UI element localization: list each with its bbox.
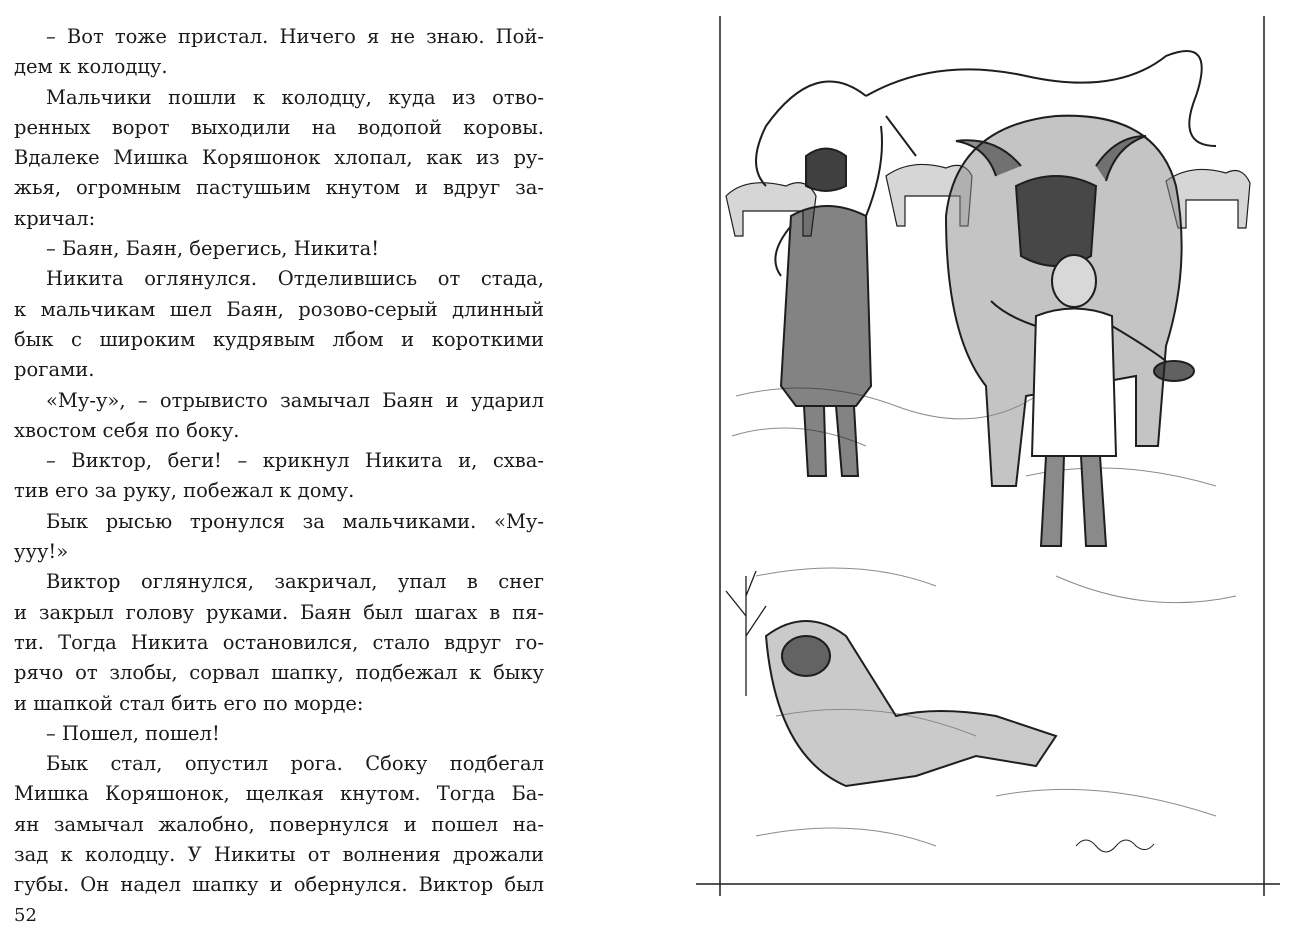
text-line: жья, огромным пастушьим кнутом и вдруг за- <box>14 176 544 200</box>
illustration <box>696 16 1280 919</box>
text-line: – Виктор, беги! – крикнул Никита и, схва- <box>46 449 544 473</box>
text-line: Мальчики пошли к колодцу, куда из отво- <box>46 85 544 109</box>
text-line: и шапкой стал бить его по морде: <box>14 691 364 715</box>
bare-bush <box>726 571 766 696</box>
text-line: «Му-у», – отрывисто замычал Баян и ударил <box>46 388 544 412</box>
text-line: Вдалеке Мишка Коряшонок хлопал, как из ру- <box>14 146 544 170</box>
text-line: бык с широким кудрявым лбом и короткими <box>14 327 544 351</box>
page-number: 52 <box>14 905 37 926</box>
text-line: ренных ворот выходили на водопой коровы. <box>14 115 544 139</box>
text-line: ян замычал жалобно, повернулся и пошел на- <box>14 812 544 836</box>
text-line: рогами. <box>14 358 95 382</box>
text-line: хвостом себя по боку. <box>14 418 240 442</box>
text-line: к мальчикам шел Баян, розово-серый длинный <box>14 297 544 321</box>
text-line: и закрыл голову руками. Баян был шагах в пя- <box>14 600 544 624</box>
text-line: Виктор оглянулся, закричал, упал в снег <box>46 570 544 594</box>
boy-with-whip <box>775 126 882 476</box>
text-line: рячо от злобы, сорвал шапку, подбежал к быку <box>14 661 544 685</box>
text-line: губы. Он надел шапку и обернулся. Виктор был <box>14 873 544 897</box>
text-line: тив его за руку, побежал к дому. <box>14 479 355 503</box>
text-line: ууу!» <box>14 540 69 564</box>
text-line: ти. Тогда Никита остановился, стало вдруг го- <box>14 630 544 654</box>
text-line: – Вот тоже пристал. Ничего я не знаю. Пой- <box>46 25 544 48</box>
text-column <box>14 22 544 901</box>
text-line: Никита оглянулся. Отделившись от стада, <box>46 267 544 291</box>
fallen-boy <box>766 621 1056 786</box>
text-line: зад к колодцу. У Никиты от волнения дрожали <box>14 843 544 867</box>
text-line: Мишка Коряшонок, щелкая кнутом. Тогда Ба- <box>14 782 544 806</box>
text-line: – Пошел, пошел! <box>46 721 220 745</box>
text-line: – Баян, Баян, берегись, Никита! <box>46 237 380 261</box>
text-line: Бык рысью тронулся за мальчиками. «Му- <box>46 509 544 533</box>
text-line: дем к колодцу. <box>14 55 168 79</box>
text-line: кричал: <box>14 206 96 230</box>
text-line: Бык стал, опустил рога. Сбоку подбегал <box>46 752 544 776</box>
artist-signature <box>1076 840 1154 852</box>
